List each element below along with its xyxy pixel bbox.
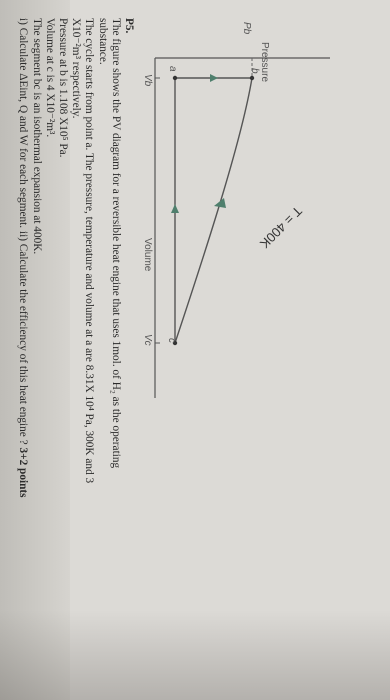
problem-line: The segment bc is an isothermal expansion at 400K. bbox=[30, 18, 43, 255]
point-a-label: a bbox=[167, 66, 178, 72]
point-b-label: b bbox=[249, 68, 260, 74]
problem-line: Pressure at b is 1.108 X10⁵ Pa. bbox=[56, 18, 69, 158]
problem-id: P5. bbox=[123, 18, 135, 34]
rotated-paper-sheet bbox=[17, 8, 360, 668]
arrow-ca bbox=[171, 204, 179, 213]
problem-text bbox=[16, 18, 135, 658]
pv-diagram bbox=[142, 8, 360, 668]
problem-line: Volume at c is 4 X10⁻²m³. bbox=[43, 18, 56, 138]
arrow-bc bbox=[214, 198, 226, 208]
y-axis-label: Pressure bbox=[259, 42, 270, 83]
problem-line: X10⁻²m³ respectively. bbox=[70, 18, 83, 119]
problem-line: The cycle starts from point a. The pressure, temperature and volume at a are 8.31X 10⁴ Pa, 300K and 3 bbox=[83, 18, 96, 484]
point-c-label: c bbox=[166, 338, 177, 343]
pb-label: Pb bbox=[241, 22, 252, 35]
problem-line: The figure shows the PV diagram for a reversible heat engine that uses 1mol. of H₂ as the operating bbox=[109, 18, 122, 469]
arrow-ab bbox=[210, 74, 218, 82]
pv-diagram-svg bbox=[150, 8, 360, 668]
vb-label: Vb bbox=[142, 74, 153, 87]
problem-line: i) Calculate ΔEint, Q and W for each segment. ii) Calculate the efficiency of this heat engine ? bbox=[17, 18, 30, 448]
vc-label: Vc bbox=[142, 334, 153, 346]
point-a-dot bbox=[173, 76, 177, 80]
problem-line: substance. bbox=[96, 18, 109, 65]
points-label: 3+2 points bbox=[17, 447, 30, 498]
background-shadow-bottom bbox=[0, 610, 390, 700]
x-axis-label: Volume bbox=[142, 238, 153, 272]
segment-bc bbox=[175, 78, 252, 343]
isotherm-label: T = 400K bbox=[256, 203, 305, 252]
